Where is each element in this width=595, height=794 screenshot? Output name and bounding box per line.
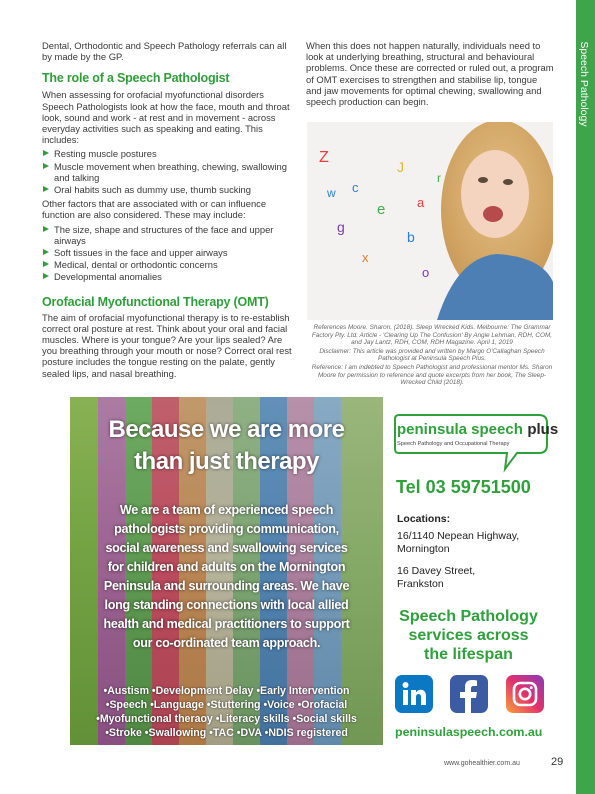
svg-text:e: e	[377, 201, 386, 218]
svg-text:g: g	[337, 219, 345, 235]
heading-role: The role of a Speech Pathologist	[42, 71, 230, 86]
bullet-arrow-icon	[43, 249, 49, 255]
slogan	[383, 607, 554, 664]
bullet-arrow-icon	[43, 226, 49, 232]
brand-plus: plus	[527, 421, 559, 438]
left-column	[42, 40, 294, 379]
references-acknowledgement: Reference: I am indebted to Speech Pathologist and professional mentor Ms. Sharon Moore for permission to reference and quote excerpts from her book, The Sleep-Wrecked Child (2018).	[311, 363, 553, 387]
location-1-line2: Mornington	[397, 543, 450, 555]
brand-name: peninsula speech	[397, 421, 523, 438]
ad-paragraph-line: Peninsula and surrounding areas. We have	[103, 579, 350, 593]
heading-omt: Orofacial Myofunctional Therapy (OMT)	[42, 294, 269, 309]
ad-paragraph-line: our co-ordinated team approach.	[132, 636, 321, 650]
references-citation: References Moore. Sharon. (2018). Sleep Wrecked Kids. Melbourne: The Grammar Factory Pty. Ltd. Article - 'Clearing Up The Confusion' By Angie Lehman, RDH, COM, and Jay Lantz, RDH, COM, RDH Magazine. April 1, 2019	[311, 324, 553, 347]
ad-services-line: •Speech •Language •Stuttering •Voice •Orofacial	[105, 699, 348, 711]
slogan-line1: Speech Pathology	[399, 608, 538, 625]
ad-headline-line2: than just therapy	[134, 448, 319, 475]
ad-paragraph-line: social awareness and swallowing services	[105, 541, 348, 555]
website-link[interactable]: peninsulaspeech.com.au	[395, 725, 543, 739]
phone-number[interactable]: Tel 03 59751500	[396, 477, 531, 497]
list-item: Oral habits such as dummy use, thumb sucking	[42, 184, 294, 195]
svg-text:Z: Z	[319, 149, 329, 166]
list-item: Resting muscle postures	[42, 148, 294, 159]
ad-wood-background	[70, 397, 383, 745]
ad-paragraph-line: We are a team of experienced speech	[119, 503, 334, 517]
slogan-line2: services across	[408, 627, 529, 644]
locations-label: Locations:	[397, 513, 451, 525]
references	[310, 324, 554, 387]
factors-paragraph: Other factors that are associated with or can influence function are also considered. These may include:	[42, 198, 267, 221]
intro-text: Dental, Orthodontic and Speech Pathology referrals can all by made by the GP.	[42, 40, 287, 63]
omt-paragraph: The aim of orofacial myofunctional therapy is to re-establish correct oral posture at rest. Think about your oral and facial muscles. Where is your tongue? Are your lips sealed? Are you breathing through your mouth or nose? Correct oral rest posture includes the tongue resting on the palate, gently sealed lips, and nasal breathing.	[42, 311, 292, 379]
ad-paragraph-line: health and medical practitioners to support	[103, 617, 350, 631]
ad-services-line: •Myofunctional theraoy •Literacy skills •Social skills	[96, 713, 357, 725]
ad-services-line: •Austism •Development Delay •Early Intervention	[103, 685, 350, 697]
location-1-line1: 16/1140 Nepean Highway,	[397, 530, 520, 542]
linkedin-icon[interactable]	[395, 675, 433, 713]
section-tab	[576, 0, 595, 794]
svg-text:c: c	[352, 180, 359, 195]
bullet-arrow-icon	[43, 273, 49, 279]
svg-text:o: o	[422, 265, 430, 280]
ad-headline-line1: Because we are more	[108, 416, 345, 443]
ad-paragraph-line: for children and adults on the Mornington	[107, 560, 346, 574]
section-tab-label: Speech Pathology	[578, 41, 590, 127]
svg-text:w: w	[327, 186, 336, 200]
factors-bullet-list	[42, 224, 294, 283]
child-photo	[307, 122, 553, 320]
svg-text:b: b	[407, 229, 415, 245]
slogan-line3: the lifespan	[424, 646, 513, 663]
location-2-line1: 16 Davey Street,	[397, 565, 476, 577]
child-photo-illustration	[307, 122, 553, 320]
bullet-arrow-icon	[43, 186, 49, 192]
list-item: Soft tissues in the face and upper airways	[42, 247, 294, 258]
instagram-icon[interactable]	[506, 675, 544, 713]
role-paragraph: When assessing for orofacial myofunctional disorders Speech Pathologists look at how the face, mouth and throat look, sound and work - at rest and in movement - across everyday activities such as speaking and eating. This includes:	[42, 89, 290, 146]
list-item: Muscle movement when breathing, chewing, swallowing and talking	[42, 161, 294, 183]
ad-services-line: •Stroke •Swallowing •TAC •DVA •NDIS registered	[105, 727, 348, 739]
list-item: The size, shape and structures of the face and upper airways	[42, 224, 294, 246]
svg-text:a: a	[417, 195, 425, 210]
ad-paragraph-line: long standing connections with local allied	[104, 598, 349, 612]
footer-site: www.gohealthier.com.au	[444, 760, 520, 767]
svg-text:J: J	[397, 159, 404, 175]
facebook-icon[interactable]	[450, 675, 488, 713]
bullet-arrow-icon	[43, 150, 49, 156]
bullet-arrow-icon	[43, 163, 49, 169]
location-2-line2: Frankston	[397, 578, 444, 590]
svg-text:x: x	[362, 250, 369, 265]
ad-paragraph-line: pathologists providing communication,	[114, 522, 339, 536]
bullet-arrow-icon	[43, 261, 49, 267]
list-item: Medical, dental or orthodontic concerns	[42, 259, 294, 270]
svg-text:r: r	[437, 171, 441, 185]
right-paragraph: When this does not happen naturally, individuals need to look at underlying breathing, structural and behavioural problems. Once these are corrected or ruled out, a program of OMT exercises to strengthen and stabilise lip, tongue and jaw movements for optimal chewing, swallowing and speech production can begin.	[306, 40, 554, 108]
brand-logo	[389, 413, 559, 473]
role-bullet-list	[42, 148, 294, 195]
page-number: 29	[551, 756, 564, 768]
references-disclaimer: Disclaimer: This article was provided and written by Margo O'Callaghan Speech Pathologist at Peninsula Speech Plus.	[319, 347, 545, 363]
list-item: Developmental anomalies	[42, 271, 294, 282]
brand-tagline: Speech Pathology and Occupational Therapy	[397, 441, 510, 447]
ad-contact-panel	[383, 397, 559, 745]
